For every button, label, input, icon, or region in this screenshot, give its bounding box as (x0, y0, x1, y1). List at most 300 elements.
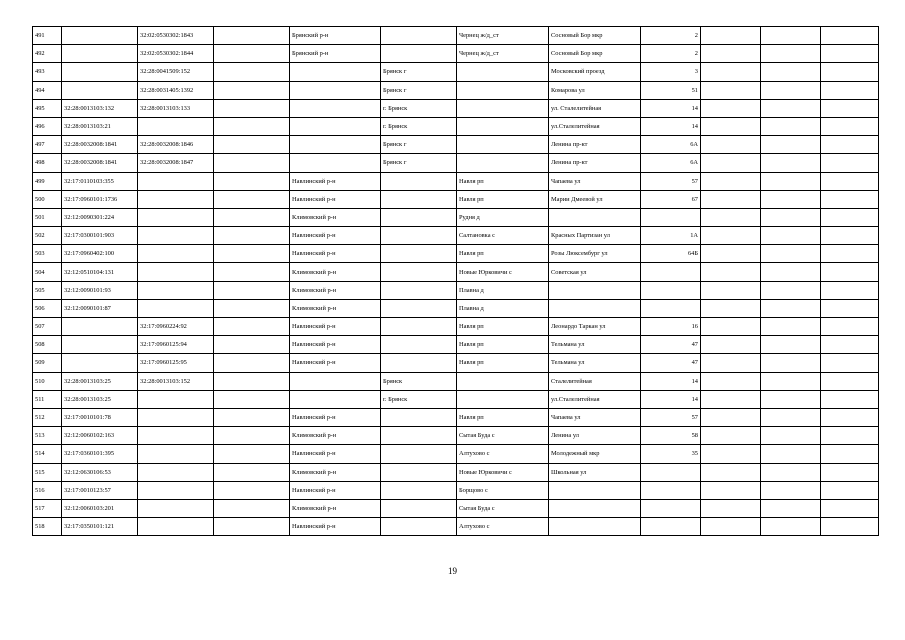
table-row (33, 227, 879, 245)
cadastral-number-cell (62, 336, 138, 354)
cell-blank-cell (214, 372, 290, 390)
street-cell: Ленина пр-кт (549, 154, 641, 172)
settlement-cell: Новые Юрковичи с (457, 263, 549, 281)
table-row (33, 390, 879, 408)
cell-extra-3-cell (821, 208, 879, 226)
cell-extra-1-cell (701, 281, 761, 299)
district-cell: Навлинский р-н (290, 354, 381, 372)
city-cell (381, 427, 457, 445)
city-cell: Брянск г (381, 63, 457, 81)
city-cell: Брянск (381, 372, 457, 390)
street-cell: Сталелитейная (549, 372, 641, 390)
cell-extra-2-cell (761, 336, 821, 354)
house-number-cell: 51 (641, 81, 701, 99)
cell-extra-3-cell (821, 518, 879, 536)
house-number-cell (641, 263, 701, 281)
street-cell (549, 281, 641, 299)
cadastral-number-cell: 32:12:0090301:224 (62, 208, 138, 226)
cell-blank-cell (214, 445, 290, 463)
district-cell: Навлинский р-н (290, 481, 381, 499)
district-cell: Навлинский р-н (290, 445, 381, 463)
table-row (33, 518, 879, 536)
cell-extra-2-cell (761, 445, 821, 463)
table-row (33, 463, 879, 481)
cadastral-number-2-cell (138, 172, 214, 190)
table-row (33, 263, 879, 281)
settlement-cell: Навля рп (457, 172, 549, 190)
cadastral-number-cell: 32:12:0060102:163 (62, 427, 138, 445)
row-number-cell: 512 (33, 408, 62, 426)
table-row (33, 299, 879, 317)
row-number-cell: 503 (33, 245, 62, 263)
house-number-cell: 14 (641, 372, 701, 390)
district-cell (290, 117, 381, 135)
cadastral-number-cell: 32:12:0510104:131 (62, 263, 138, 281)
cell-extra-1-cell (701, 27, 761, 45)
cell-extra-3-cell (821, 227, 879, 245)
table-row (33, 81, 879, 99)
row-number-cell: 507 (33, 318, 62, 336)
cadastral-number-2-cell (138, 445, 214, 463)
settlement-cell: Навля рп (457, 190, 549, 208)
city-cell (381, 463, 457, 481)
cell-extra-3-cell (821, 499, 879, 517)
city-cell: г. Брянск (381, 117, 457, 135)
street-cell: Леонардо Таркан ул (549, 318, 641, 336)
cell-extra-2-cell (761, 518, 821, 536)
cadastral-number-cell: 32:17:0010123:57 (62, 481, 138, 499)
district-cell: Брянский р-н (290, 27, 381, 45)
street-cell: ул.Сталелитейная (549, 117, 641, 135)
house-number-cell (641, 499, 701, 517)
cell-extra-2-cell (761, 390, 821, 408)
cell-extra-3-cell (821, 27, 879, 45)
cadastral-number-cell (62, 318, 138, 336)
street-cell: Тельмана ул (549, 354, 641, 372)
house-number-cell (641, 518, 701, 536)
cadastral-number-2-cell: 32:28:0031405:1392 (138, 81, 214, 99)
settlement-cell: Сытая Буда с (457, 499, 549, 517)
cell-extra-1-cell (701, 245, 761, 263)
cell-blank-cell (214, 117, 290, 135)
cell-extra-1-cell (701, 336, 761, 354)
table-row (33, 99, 879, 117)
cadastral-number-cell (62, 81, 138, 99)
cadastral-number-2-cell (138, 427, 214, 445)
street-cell: ул.Сталелитейная (549, 390, 641, 408)
cadastral-number-2-cell (138, 481, 214, 499)
cell-extra-3-cell (821, 354, 879, 372)
settlement-cell: Борщово с (457, 481, 549, 499)
city-cell (381, 27, 457, 45)
district-cell: Климовский р-н (290, 463, 381, 481)
district-cell: Навлинский р-н (290, 245, 381, 263)
cell-extra-3-cell (821, 63, 879, 81)
city-cell (381, 263, 457, 281)
cadastral-number-cell: 32:28:0013103:21 (62, 117, 138, 135)
cell-extra-1-cell (701, 299, 761, 317)
street-cell: Тельмана ул (549, 336, 641, 354)
cell-extra-1-cell (701, 427, 761, 445)
cell-blank-cell (214, 136, 290, 154)
row-number-cell: 505 (33, 281, 62, 299)
cell-extra-1-cell (701, 263, 761, 281)
house-number-cell: 3 (641, 63, 701, 81)
city-cell (381, 499, 457, 517)
street-cell: Ленина пр-кт (549, 136, 641, 154)
row-number-cell: 518 (33, 518, 62, 536)
district-cell: Навлинский р-н (290, 518, 381, 536)
cell-blank-cell (214, 154, 290, 172)
row-number-cell: 501 (33, 208, 62, 226)
street-cell: Марии Дмеевой ул (549, 190, 641, 208)
cell-extra-1-cell (701, 445, 761, 463)
cell-extra-2-cell (761, 63, 821, 81)
cell-blank-cell (214, 208, 290, 226)
house-number-cell: 64Б (641, 245, 701, 263)
table-row (33, 499, 879, 517)
cell-extra-2-cell (761, 117, 821, 135)
city-cell (381, 518, 457, 536)
cell-extra-2-cell (761, 45, 821, 63)
cell-extra-3-cell (821, 136, 879, 154)
row-number-cell: 499 (33, 172, 62, 190)
settlement-cell (457, 154, 549, 172)
house-number-cell (641, 481, 701, 499)
cell-extra-2-cell (761, 99, 821, 117)
cell-extra-3-cell (821, 427, 879, 445)
cadastral-number-cell: 32:17:0360101:395 (62, 445, 138, 463)
cell-blank-cell (214, 81, 290, 99)
street-cell: Чапаева ул (549, 172, 641, 190)
house-number-cell: 2 (641, 27, 701, 45)
table-row (33, 117, 879, 135)
cadastral-number-2-cell: 32:17:0960224:92 (138, 318, 214, 336)
cell-extra-1-cell (701, 136, 761, 154)
settlement-cell: Новые Юрковичи с (457, 463, 549, 481)
cell-extra-2-cell (761, 227, 821, 245)
cell-extra-3-cell (821, 45, 879, 63)
street-cell: Советская ул (549, 263, 641, 281)
cadastral-number-2-cell (138, 518, 214, 536)
cell-extra-3-cell (821, 117, 879, 135)
city-cell (381, 281, 457, 299)
settlement-cell: Алтухово с (457, 518, 549, 536)
cadastral-number-cell: 32:12:0060103:201 (62, 499, 138, 517)
district-cell: Климовский р-н (290, 281, 381, 299)
cell-blank-cell (214, 190, 290, 208)
cadastral-number-cell: 32:28:0032008:1841 (62, 136, 138, 154)
street-cell: Красных Партизан ул (549, 227, 641, 245)
table-row (33, 27, 879, 45)
street-cell: Молодежный мкр (549, 445, 641, 463)
table-row (33, 190, 879, 208)
settlement-cell (457, 99, 549, 117)
row-number-cell: 504 (33, 263, 62, 281)
cell-extra-2-cell (761, 154, 821, 172)
cell-extra-2-cell (761, 427, 821, 445)
district-cell: Климовский р-н (290, 299, 381, 317)
district-cell (290, 63, 381, 81)
cell-extra-3-cell (821, 245, 879, 263)
table-row (33, 427, 879, 445)
settlement-cell (457, 136, 549, 154)
cell-extra-3-cell (821, 408, 879, 426)
city-cell (381, 45, 457, 63)
cadastral-number-cell (62, 45, 138, 63)
cell-extra-2-cell (761, 354, 821, 372)
street-cell: Ленина ул (549, 427, 641, 445)
cadastral-number-2-cell: 32:28:0032008:1847 (138, 154, 214, 172)
city-cell (381, 245, 457, 263)
row-number-cell: 495 (33, 99, 62, 117)
cadastral-number-cell: 32:17:0300101:903 (62, 227, 138, 245)
cadastral-number-cell (62, 354, 138, 372)
cell-blank-cell (214, 354, 290, 372)
street-cell (549, 481, 641, 499)
cell-extra-1-cell (701, 390, 761, 408)
cell-extra-3-cell (821, 299, 879, 317)
cell-extra-3-cell (821, 481, 879, 499)
district-cell (290, 81, 381, 99)
settlement-cell: Навля рп (457, 408, 549, 426)
house-number-cell: 16 (641, 318, 701, 336)
cell-blank-cell (214, 263, 290, 281)
house-number-cell: 2 (641, 45, 701, 63)
street-cell: Розы Люксембург ул (549, 245, 641, 263)
city-cell (381, 190, 457, 208)
house-number-cell (641, 463, 701, 481)
settlement-cell: Навля рп (457, 336, 549, 354)
cell-extra-3-cell (821, 318, 879, 336)
row-number-cell: 500 (33, 190, 62, 208)
table-row (33, 445, 879, 463)
cell-extra-1-cell (701, 154, 761, 172)
street-cell: Московский проезд (549, 63, 641, 81)
cadastral-number-cell: 32:28:0013103:25 (62, 372, 138, 390)
street-cell (549, 518, 641, 536)
city-cell: Брянск г (381, 81, 457, 99)
cadastral-number-2-cell (138, 408, 214, 426)
district-cell (290, 154, 381, 172)
cell-blank-cell (214, 499, 290, 517)
street-cell: Сосновый Бор мкр (549, 27, 641, 45)
registry-table (32, 26, 879, 536)
house-number-cell: 47 (641, 336, 701, 354)
cell-extra-2-cell (761, 281, 821, 299)
district-cell (290, 99, 381, 117)
house-number-cell: 67 (641, 190, 701, 208)
cadastral-number-2-cell: 32:28:0041509:152 (138, 63, 214, 81)
house-number-cell: 58 (641, 427, 701, 445)
settlement-cell: Алтухово с (457, 445, 549, 463)
settlement-cell (457, 81, 549, 99)
table-row (33, 245, 879, 263)
street-cell: Сосновый Бор мкр (549, 45, 641, 63)
cadastral-number-2-cell (138, 299, 214, 317)
district-cell: Навлинский р-н (290, 318, 381, 336)
cell-extra-2-cell (761, 499, 821, 517)
cell-extra-3-cell (821, 372, 879, 390)
district-cell: Навлинский р-н (290, 227, 381, 245)
city-cell (381, 445, 457, 463)
cell-blank-cell (214, 481, 290, 499)
cadastral-number-2-cell (138, 190, 214, 208)
cell-blank-cell (214, 518, 290, 536)
row-number-cell: 506 (33, 299, 62, 317)
cadastral-number-2-cell (138, 281, 214, 299)
city-cell (381, 336, 457, 354)
settlement-cell (457, 372, 549, 390)
cell-blank-cell (214, 427, 290, 445)
row-number-cell: 513 (33, 427, 62, 445)
house-number-cell: 14 (641, 117, 701, 135)
row-number-cell: 510 (33, 372, 62, 390)
cell-extra-3-cell (821, 336, 879, 354)
cell-extra-1-cell (701, 208, 761, 226)
district-cell: Навлинский р-н (290, 190, 381, 208)
cell-extra-3-cell (821, 281, 879, 299)
cadastral-number-2-cell: 32:28:0013103:152 (138, 372, 214, 390)
table-row (33, 208, 879, 226)
cadastral-number-2-cell: 32:02:0530302:1844 (138, 45, 214, 63)
cadastral-number-2-cell (138, 117, 214, 135)
cell-blank-cell (214, 227, 290, 245)
cell-extra-2-cell (761, 408, 821, 426)
cadastral-number-cell: 32:28:0032008:1841 (62, 154, 138, 172)
row-number-cell: 502 (33, 227, 62, 245)
city-cell (381, 299, 457, 317)
cadastral-number-cell: 32:17:0110103:355 (62, 172, 138, 190)
table-row (33, 45, 879, 63)
cell-blank-cell (214, 299, 290, 317)
cell-extra-2-cell (761, 245, 821, 263)
table-row (33, 481, 879, 499)
city-cell (381, 208, 457, 226)
settlement-cell: Навля рп (457, 354, 549, 372)
city-cell (381, 354, 457, 372)
cell-extra-1-cell (701, 372, 761, 390)
district-cell: Навлинский р-н (290, 336, 381, 354)
cell-blank-cell (214, 408, 290, 426)
district-cell: Климовский р-н (290, 499, 381, 517)
cadastral-number-2-cell: 32:17:0960125:94 (138, 336, 214, 354)
street-cell: Школьная ул (549, 463, 641, 481)
cell-extra-1-cell (701, 481, 761, 499)
row-number-cell: 496 (33, 117, 62, 135)
settlement-cell: Плавна д (457, 299, 549, 317)
cadastral-number-cell (62, 27, 138, 45)
cadastral-number-2-cell: 32:17:0960125:95 (138, 354, 214, 372)
cell-blank-cell (214, 245, 290, 263)
cell-blank-cell (214, 45, 290, 63)
cell-extra-2-cell (761, 318, 821, 336)
cadastral-number-cell: 32:28:0013103:132 (62, 99, 138, 117)
house-number-cell (641, 208, 701, 226)
cell-extra-2-cell (761, 172, 821, 190)
settlement-cell: Плавна д (457, 281, 549, 299)
cell-extra-1-cell (701, 45, 761, 63)
cell-blank-cell (214, 318, 290, 336)
district-cell: Брянский р-н (290, 45, 381, 63)
city-cell: г. Брянск (381, 390, 457, 408)
house-number-cell: 14 (641, 390, 701, 408)
row-number-cell: 514 (33, 445, 62, 463)
table-row (33, 354, 879, 372)
row-number-cell: 493 (33, 63, 62, 81)
street-cell: Комарова ул (549, 81, 641, 99)
cell-extra-2-cell (761, 81, 821, 99)
cell-extra-2-cell (761, 27, 821, 45)
settlement-cell (457, 117, 549, 135)
district-cell: Климовский р-н (290, 263, 381, 281)
settlement-cell: Рудня д (457, 208, 549, 226)
district-cell (290, 390, 381, 408)
cadastral-number-2-cell: 32:02:0530302:1843 (138, 27, 214, 45)
row-number-cell: 515 (33, 463, 62, 481)
table-row (33, 154, 879, 172)
street-cell: Чапаева ул (549, 408, 641, 426)
table-row (33, 281, 879, 299)
settlement-cell (457, 390, 549, 408)
cadastral-number-cell: 32:12:0630106:53 (62, 463, 138, 481)
settlement-cell: Салтановка с (457, 227, 549, 245)
street-cell (549, 208, 641, 226)
cell-extra-2-cell (761, 208, 821, 226)
house-number-cell: 6А (641, 154, 701, 172)
cell-extra-3-cell (821, 190, 879, 208)
cell-blank-cell (214, 281, 290, 299)
district-cell: Навлинский р-н (290, 408, 381, 426)
cell-extra-1-cell (701, 518, 761, 536)
cell-blank-cell (214, 99, 290, 117)
cell-extra-3-cell (821, 172, 879, 190)
settlement-cell (457, 63, 549, 81)
cell-extra-2-cell (761, 481, 821, 499)
district-cell (290, 372, 381, 390)
house-number-cell (641, 281, 701, 299)
row-number-cell: 492 (33, 45, 62, 63)
cell-extra-1-cell (701, 408, 761, 426)
cell-extra-3-cell (821, 154, 879, 172)
settlement-cell: Навля рп (457, 318, 549, 336)
cadastral-number-2-cell: 32:28:0032008:1846 (138, 136, 214, 154)
row-number-cell: 509 (33, 354, 62, 372)
cell-extra-2-cell (761, 299, 821, 317)
street-cell (549, 499, 641, 517)
cadastral-number-cell: 32:12:0090101:93 (62, 281, 138, 299)
city-cell (381, 227, 457, 245)
house-number-cell: 57 (641, 408, 701, 426)
cell-extra-1-cell (701, 190, 761, 208)
cadastral-number-2-cell (138, 499, 214, 517)
page-number: 19 (448, 566, 457, 576)
settlement-cell: Навля рп (457, 245, 549, 263)
cadastral-number-cell: 32:17:0350101:121 (62, 518, 138, 536)
cadastral-number-2-cell (138, 245, 214, 263)
cell-extra-1-cell (701, 81, 761, 99)
city-cell (381, 481, 457, 499)
house-number-cell: 35 (641, 445, 701, 463)
cell-extra-2-cell (761, 136, 821, 154)
district-cell: Климовский р-н (290, 208, 381, 226)
street-cell: ул. Сталелитейная (549, 99, 641, 117)
table-row (33, 172, 879, 190)
registry-table-body (33, 27, 879, 536)
row-number-cell: 508 (33, 336, 62, 354)
row-number-cell: 511 (33, 390, 62, 408)
cell-extra-1-cell (701, 354, 761, 372)
